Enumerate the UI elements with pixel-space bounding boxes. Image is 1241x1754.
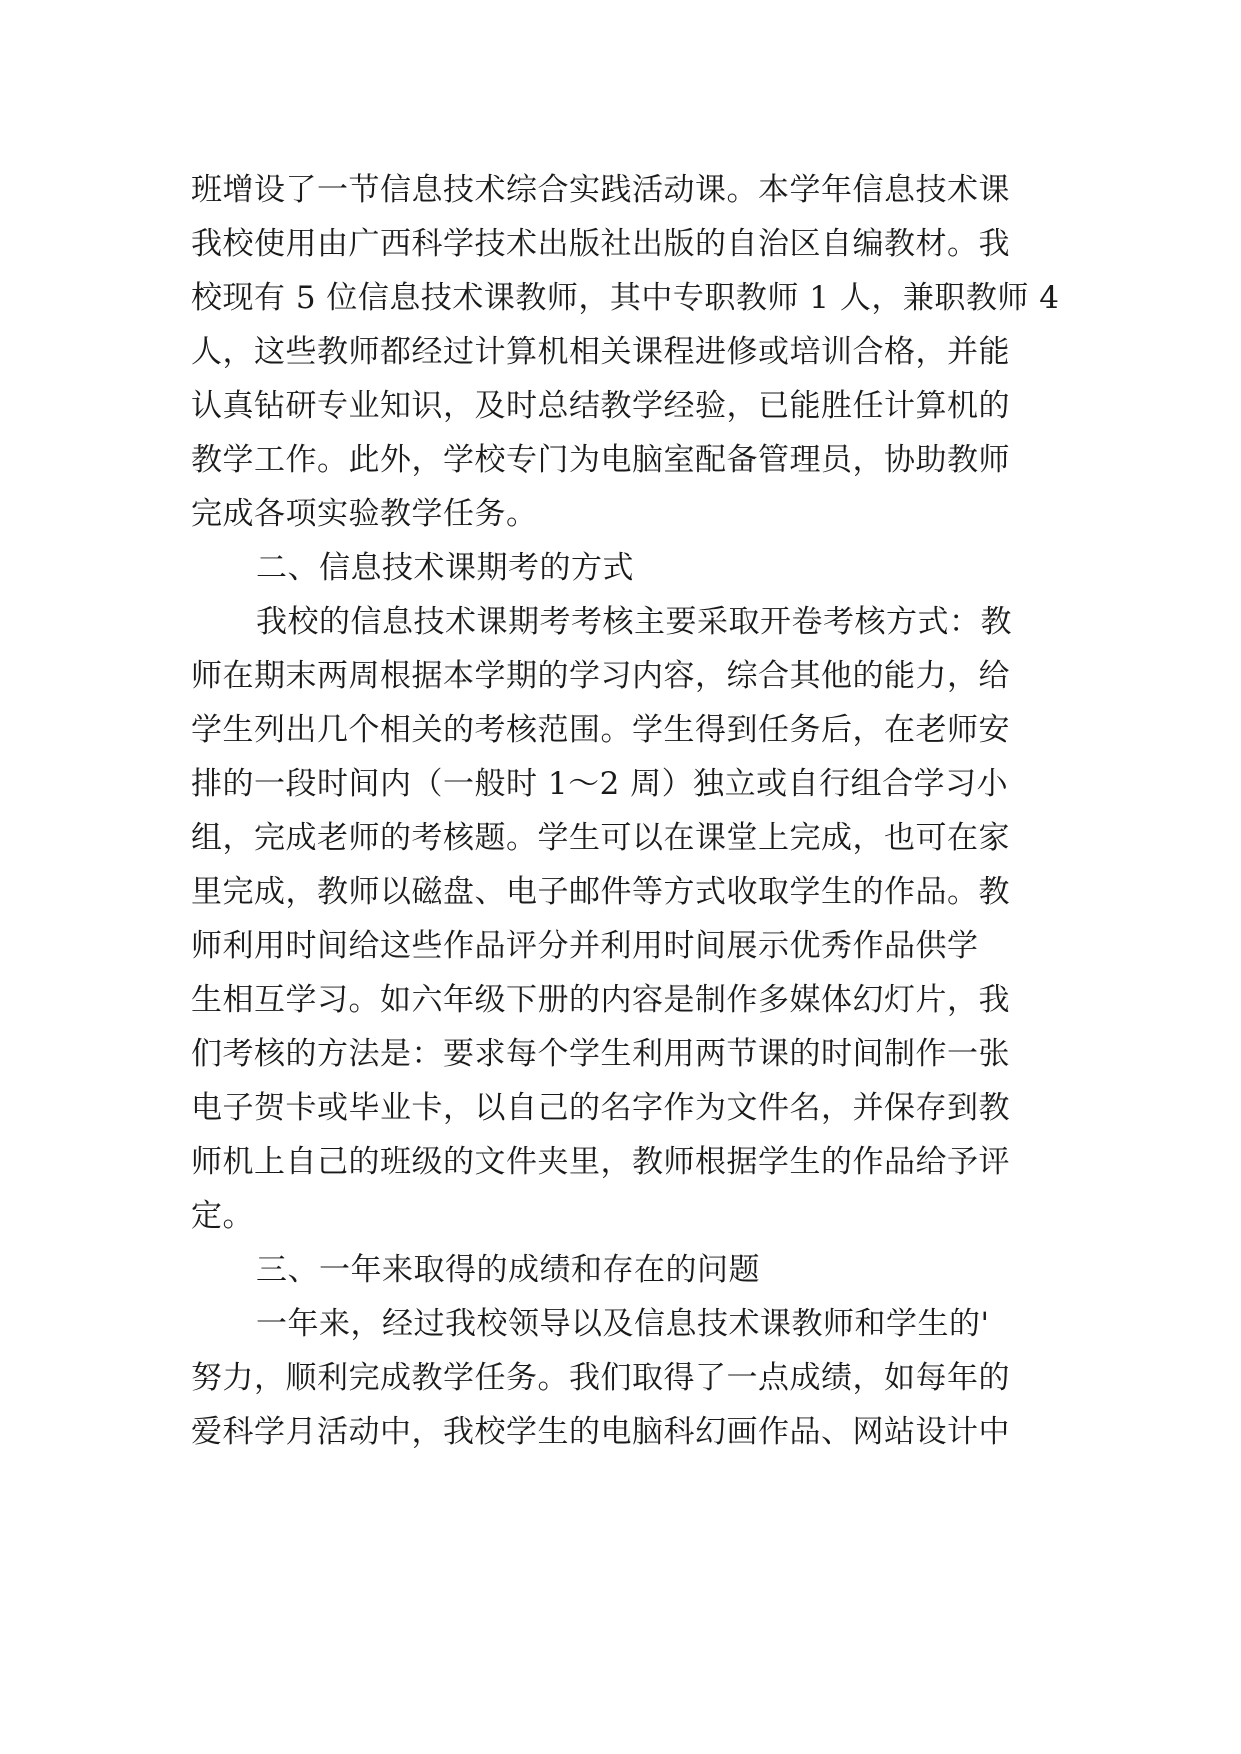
text-line: 一年来，经过我校领导以及信息技术课教师和学生的' (256, 1306, 990, 1342)
text-line: 完成各项实验教学任务。 (191, 496, 538, 532)
text-line: 学生列出几个相关的考核范围。学生得到任务后，在老师安 (191, 712, 1010, 748)
text-line: 我校的信息技术课期考考核主要采取开卷考核方式：教 (256, 604, 1012, 640)
text-line: 努力，顺利完成教学任务。我们取得了一点成绩，如每年的 (191, 1360, 1010, 1396)
text-line: 认真钻研专业知识，及时总结教学经验，已能胜任计算机的 (191, 388, 1010, 424)
text-line: 师在期末两周根据本学期的学习内容，综合其他的能力，给 (191, 658, 1010, 694)
text-line: 电子贺卡或毕业卡，以自己的名字作为文件名，并保存到教 (191, 1090, 1010, 1126)
text-line: 我校使用由广西科学技术出版社出版的自治区自编教材。我 (191, 226, 1010, 262)
text-line: 校现有 5 位信息技术课教师，其中专职教师 1 人，兼职教师 4 (191, 280, 1060, 316)
text-line: 师机上自己的班级的文件夹里，教师根据学生的作品给予评 (191, 1144, 1010, 1180)
text-line: 们考核的方法是：要求每个学生利用两节课的时间制作一张 (191, 1036, 1010, 1072)
text-line: 爱科学月活动中，我校学生的电脑科幻画作品、网站设计中 (191, 1414, 1010, 1450)
text-line: 人，这些教师都经过计算机相关课程进修或培训合格，并能 (191, 334, 1010, 370)
text-line: 教学工作。此外，学校专门为电脑室配备管理员，协助教师 (191, 442, 1010, 478)
text-line: 师利用时间给这些作品评分并利用时间展示优秀作品供学 (191, 928, 979, 964)
text-line: 组，完成老师的考核题。学生可以在课堂上完成，也可在家 (191, 820, 1010, 856)
text-line: 班增设了一节信息技术综合实践活动课。本学年信息技术课 (191, 172, 1010, 208)
text-line: 定。 (191, 1198, 254, 1234)
text-line: 里完成，教师以磁盘、电子邮件等方式收取学生的作品。教 (191, 874, 1010, 910)
section-heading: 三、一年来取得的成绩和存在的问题 (256, 1252, 760, 1288)
text-line: 排的一段时间内（一般时 1～2 周）独立或自行组合学习小 (191, 766, 1009, 802)
section-heading: 二、信息技术课期考的方式 (256, 550, 634, 586)
text-line: 生相互学习。如六年级下册的内容是制作多媒体幻灯片，我 (191, 982, 1010, 1018)
